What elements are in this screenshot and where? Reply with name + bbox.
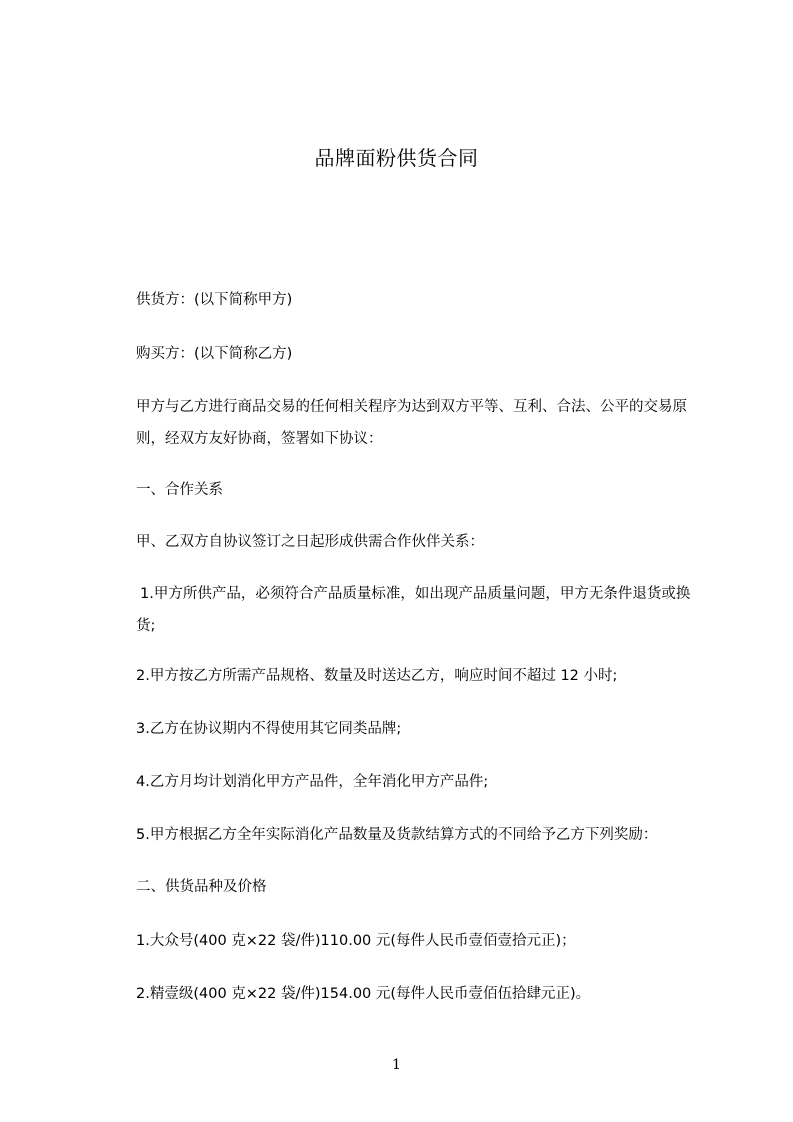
section2-item: 2.精壹级(400 克×22 袋/件)154.00 元(每件人民币壹佰伍拾肆元正)。 [136,986,591,1002]
section1-heading: 一、合作关系 [136,482,223,498]
section1-item: 2.甲方按乙方所需产品规格、数量及时送达乙方，响应时间不超过 12 小时; [136,668,618,684]
section2-item: 1.大众号(400 克×22 袋/件)110.00 元(每件人民币壹佰壹拾元正)； [136,933,576,949]
section1-item: 1.甲方所供产品，必须符合产品质量标准，如出现产品质量问题，甲方无条件退货或换货; [136,586,691,634]
section1-item: 3.乙方在协议期内不得使用其它同类品牌; [136,721,402,737]
intro-paragraph: 甲方与乙方进行商品交易的任何相关程序为达到双方平等、互利、合法、公平的交易原则，经双方友好协商，签署如下协议： [136,399,687,447]
page-number: 1 [392,1057,401,1073]
section1-item: 4.乙方月均计划消化甲方产品件，全年消化甲方产品件; [136,774,489,790]
buyer-line: 购买方：(以下简称乙方) [136,346,293,362]
section1-item: 5.甲方根据乙方全年实际消化产品数量及货款结算方式的不同给予乙方下列奖励： [136,827,658,843]
section1-lead: 甲、乙双方自协议签订之日起形成供需合作伙伴关系： [136,534,484,550]
section2-heading: 二、供货品种及价格 [136,879,267,895]
supplier-line: 供货方：(以下简称甲方) [136,292,293,308]
document-title: 品牌面粉供货合同 [314,146,479,170]
